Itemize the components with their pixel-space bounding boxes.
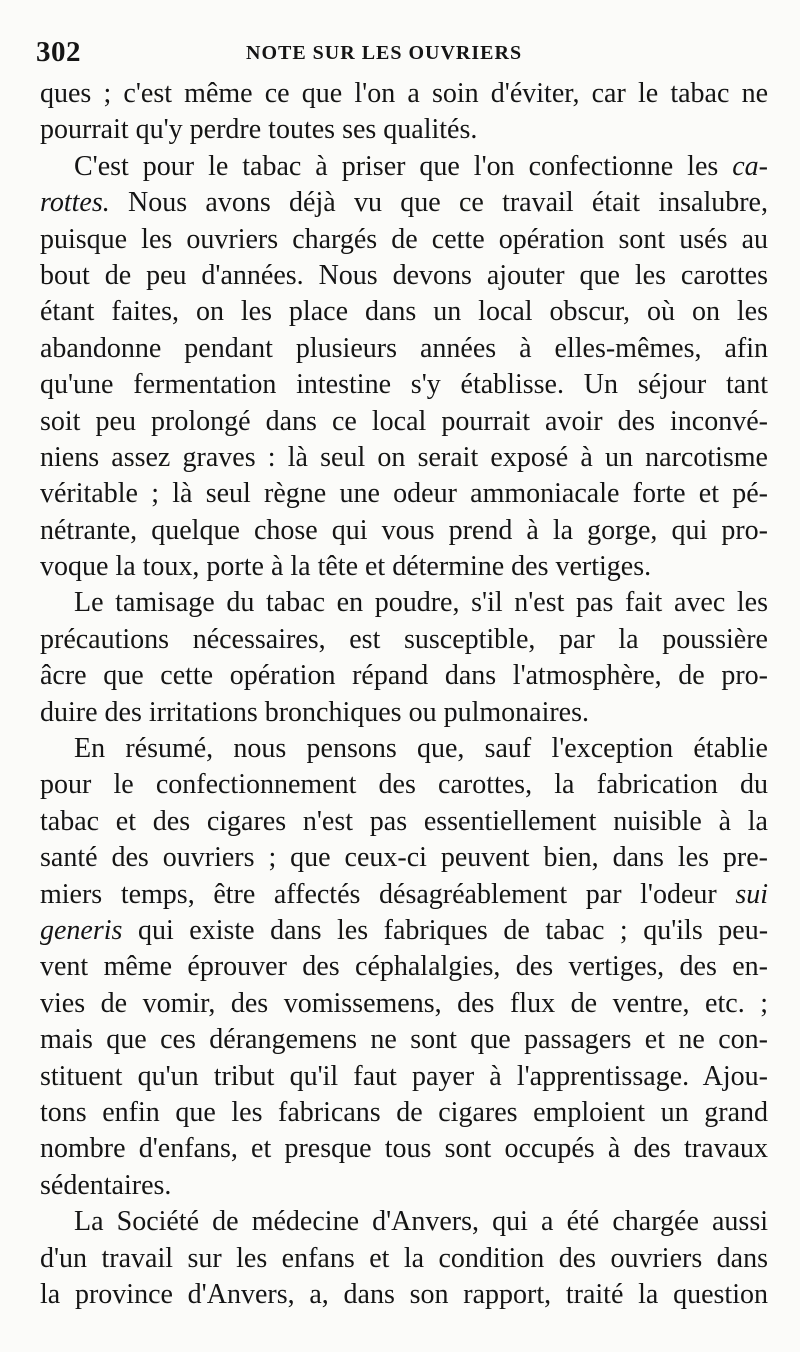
text-line bbox=[40, 294, 768, 330]
text-line bbox=[40, 877, 768, 913]
text-line-content: ques ; c'est même ce que l'on a soin d'éviter, car le tabac ne bbox=[40, 78, 768, 109]
text-line bbox=[40, 185, 768, 221]
text-line bbox=[40, 367, 768, 403]
text-line-content: pour le confectionnement des carottes, la fabrication du bbox=[40, 769, 768, 801]
running-head bbox=[36, 36, 766, 68]
text-line bbox=[40, 331, 768, 367]
italic-word: ca- bbox=[732, 150, 768, 182]
text-line bbox=[40, 1059, 768, 1095]
text-line bbox=[40, 585, 768, 621]
text-line bbox=[40, 1204, 768, 1240]
text-line-content: précautions nécessaires, est susceptible, par la poussière bbox=[40, 623, 768, 655]
text-line-content: âcre que cette opération répand dans l'atmosphère, de pro- bbox=[40, 660, 768, 692]
text-line bbox=[40, 149, 768, 185]
text-line bbox=[40, 840, 768, 876]
text-line-content: sédentaires. bbox=[40, 1169, 172, 1201]
text-line bbox=[40, 404, 768, 440]
text-line bbox=[40, 1168, 768, 1204]
text-line-content: puisque les ouvriers chargés de cette opération sont usés au bbox=[40, 223, 768, 255]
text-line bbox=[40, 112, 768, 148]
text-line bbox=[40, 513, 768, 549]
text-line bbox=[40, 1277, 768, 1313]
text-line-content: étant faites, on les place dans un local obscur, où on les bbox=[40, 296, 768, 328]
text-line-content: d'un travail sur les enfans et la condition des ouvriers dans bbox=[40, 1242, 768, 1274]
text-line bbox=[40, 476, 768, 512]
text-line bbox=[40, 658, 768, 694]
text-line bbox=[40, 1241, 768, 1277]
text-line-content: santé des ouvriers ; que ceux-ci peuvent bien, dans les pre- bbox=[40, 842, 768, 874]
text-line-content: nétrante, quelque chose qui vous prend à la gorge, qui pro- bbox=[40, 514, 768, 546]
text-line-content: duire des irritations bronchiques ou pulmonaires. bbox=[40, 696, 589, 728]
text-line-content: bout de peu d'années. Nous devons ajouter que les carottes bbox=[40, 259, 768, 291]
text-line bbox=[40, 1095, 768, 1131]
text-line-content: nombre d'enfans, et presque tous sont occupés à des travaux bbox=[40, 1133, 768, 1165]
text-line-content: pourrait qu'y perdre toutes ses qualités. bbox=[40, 114, 478, 146]
text-line bbox=[40, 1022, 768, 1058]
text-line bbox=[40, 913, 768, 949]
text-line bbox=[40, 986, 768, 1022]
italic-word: rottes. bbox=[40, 187, 110, 219]
running-title: NOTE SUR LES OUVRIERS bbox=[246, 42, 523, 64]
text-line-content: miers temps, être affectés désagréablement par l'odeur bbox=[40, 878, 717, 910]
text-line-content: mais que ces dérangemens ne sont que passagers et ne con- bbox=[40, 1024, 768, 1056]
text-line-content: En résumé, nous pensons que, sauf l'exception établie bbox=[74, 733, 768, 765]
text-line-content: abandonne pendant plusieurs années à elles-mêmes, afin bbox=[40, 332, 768, 364]
text-line bbox=[40, 1131, 768, 1167]
page-number: 302 bbox=[36, 36, 81, 68]
text-line-content: qui existe dans les fabriques de tabac ; qu'ils peu- bbox=[137, 914, 769, 946]
body-text bbox=[40, 76, 768, 1313]
text-line-content: vies de vomir, des vomissemens, des flux de ventre, etc. ; bbox=[40, 987, 768, 1019]
text-line bbox=[40, 440, 768, 476]
text-line-content: voque la toux, porte à la tête et détermine des vertiges. bbox=[40, 551, 652, 583]
text-line bbox=[40, 695, 768, 731]
text-line-content: Le tamisage du tabac en poudre, s'il n'est pas fait avec les bbox=[74, 587, 768, 619]
text-line-content: C'est pour le tabac à priser que l'on confectionne les bbox=[74, 150, 733, 182]
text-line-content: stituent qu'un tribut qu'il faut payer à l'apprentissage. Ajou- bbox=[40, 1060, 768, 1092]
text-line-content: Nous avons déjà vu que ce travail était insalubre, bbox=[128, 187, 768, 219]
text-line-content: niens assez graves : là seul on serait exposé à un narcotisme bbox=[40, 441, 768, 473]
text-line bbox=[40, 767, 768, 803]
text-line-content: la province d'Anvers, a, dans son rapport, traité la question bbox=[40, 1278, 768, 1310]
text-line-content: La Société de médecine d'Anvers, qui a été chargée aussi bbox=[74, 1206, 768, 1238]
text-line-content: vent même éprouver des céphalalgies, des vertiges, des en- bbox=[40, 951, 768, 983]
text-line-content: véritable ; là seul règne une odeur ammoniacale forte et pé- bbox=[40, 478, 768, 510]
text-line-content: tons enfin que les fabricans de cigares emploient un grand bbox=[40, 1096, 768, 1128]
text-line bbox=[40, 949, 768, 985]
text-line-content: tabac et des cigares n'est pas essentiellement nuisible à la bbox=[40, 805, 768, 837]
text-line bbox=[40, 549, 768, 585]
text-line-content: qu'une fermentation intestine s'y établisse. Un séjour tant bbox=[40, 369, 768, 401]
italic-word: generis bbox=[40, 914, 123, 946]
text-line-content: soit peu prolongé dans ce local pourrait avoir des inconvé- bbox=[40, 405, 768, 437]
italic-word: sui bbox=[735, 878, 769, 910]
text-line bbox=[40, 731, 768, 767]
text-line bbox=[40, 622, 768, 658]
text-line bbox=[40, 76, 768, 112]
text-line bbox=[40, 804, 768, 840]
text-line bbox=[40, 222, 768, 258]
text-line bbox=[40, 258, 768, 294]
